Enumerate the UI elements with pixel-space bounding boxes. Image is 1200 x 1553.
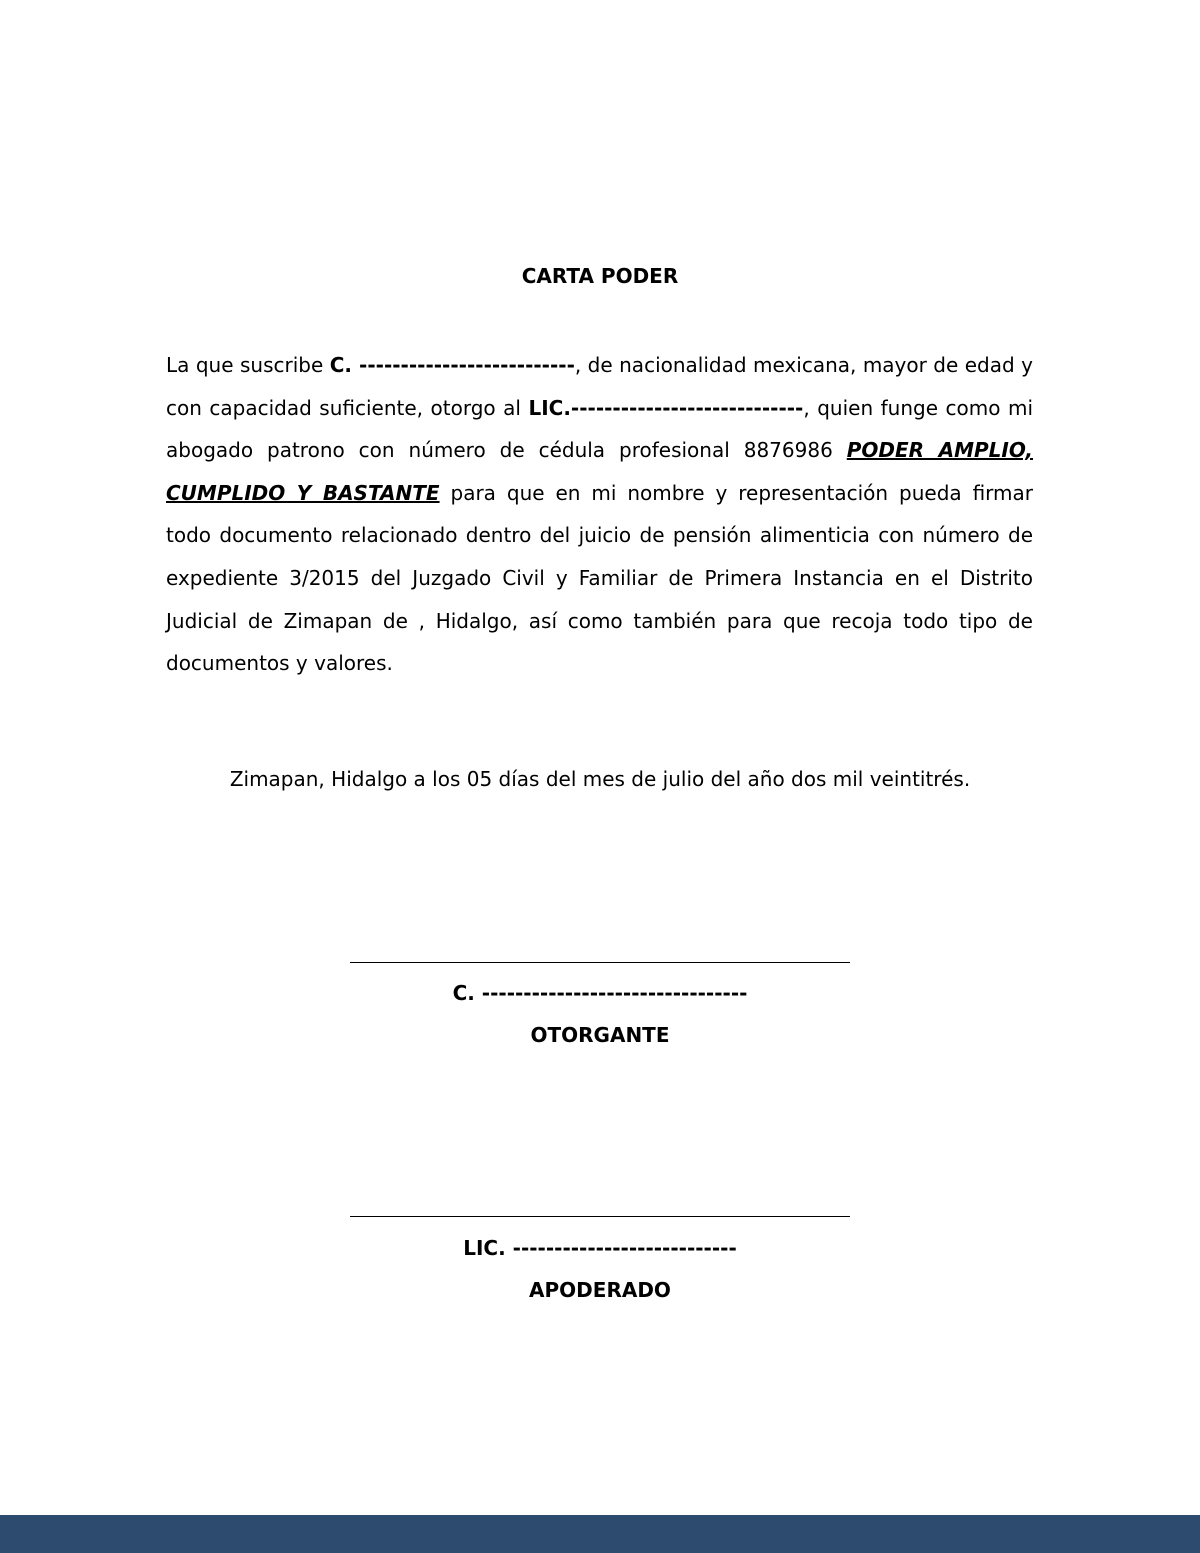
attorney-role: APODERADO (529, 1278, 671, 1302)
paragraph-attorney-details: , quien funge como mi abogado patrono con número de cédula profesional 8876986 (166, 395, 1033, 463)
footer-bar (0, 1515, 1200, 1553)
grantor-placeholder: C. -------------------------- (329, 353, 575, 377)
place-and-date: Zimapan, Hidalgo a los 05 días del mes de julio del año dos mil veintitrés. (229, 767, 971, 791)
document-title: CARTA PODER (521, 264, 679, 288)
grantor-name: C. -------------------------------- (452, 981, 748, 1005)
attorney-name: LIC. --------------------------- (463, 1236, 737, 1260)
power-phrase: PODER AMPLIO, CUMPLIDO Y BASTANTE (166, 438, 1033, 505)
attorney-signature-line (350, 1216, 850, 1217)
grantor-role: OTORGANTE (530, 1023, 670, 1047)
grantor-signature-line (350, 962, 850, 963)
paragraph-scope: para que en mi nombre y representación pueda firmar todo documento relacionado dentro del juicio de pensión alimenticia con número de expediente 3/2015 del Juzgado Civil y Familiar de Primera Instancia en el Distrito Judicial de Zimapan de , Hidalgo, así como también para que recoja todo tipo de documentos y valores. (166, 480, 1034, 676)
paragraph-grantor-details: , de nacionalidad mexicana, mayor de edad y con capacidad suficiente, otorgo al (166, 353, 1033, 420)
paragraph-intro: La que suscribe (166, 353, 330, 377)
power-of-attorney-paragraph (166, 344, 1033, 685)
attorney-placeholder: LIC.---------------------------- (528, 395, 804, 420)
